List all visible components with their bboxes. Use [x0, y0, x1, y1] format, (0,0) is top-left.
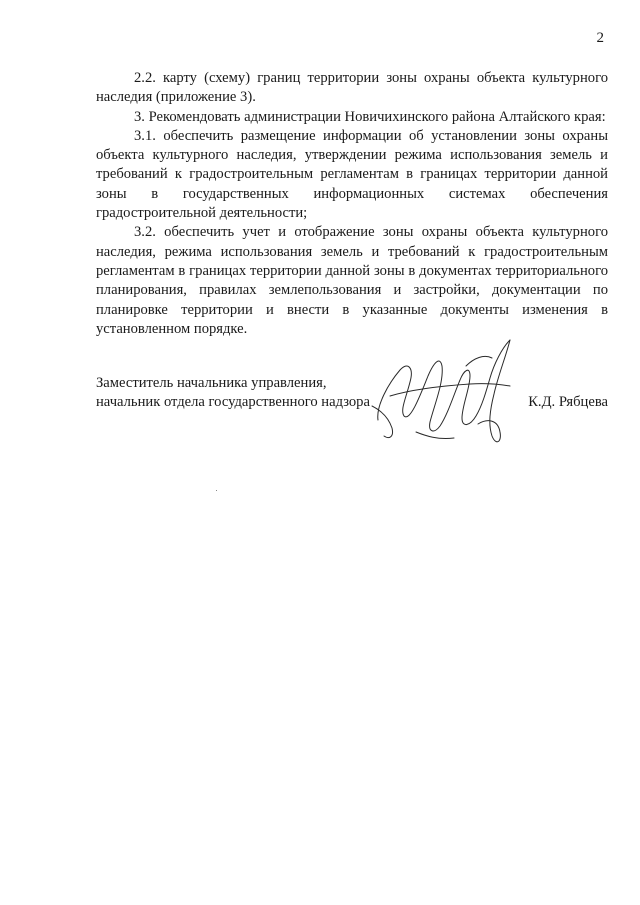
paragraph-3: 3. Рекомендовать администрации Новичихинского района Алтайского края:	[134, 108, 606, 125]
paragraph-2-2: 2.2. карту (схему) границ территории зоны охраны объекта культурного наследия (приложение 3).	[96, 70, 608, 106]
signer-position-line-1: Заместитель начальника управления,	[96, 375, 327, 391]
scan-speck	[216, 490, 217, 491]
document-body	[96, 69, 608, 339]
signature-block	[96, 374, 608, 413]
handwritten-signature	[370, 336, 530, 448]
paragraph-3-1: 3.1. обеспечить размещение информации об установлении зоны охраны объекта культурного наследия, утверждении режима использования земель и требований к градостроительным регламентам в границах территории данной зоны в государственных информационных системах обеспечения градостроительной деятельности;	[96, 127, 608, 222]
signer-name: К.Д. Рябцева	[528, 394, 608, 410]
paragraph-3-2: 3.2. обеспечить учет и отображение зоны охраны объекта культурного наследия, режима использования земель и требований к градостроительным регламентам в границах территории данной зоны в документах территориального планирования, правилах землепользования и застройки, документации по планировке территории и внести в указанные документы изменения в установленном порядке.	[96, 224, 608, 337]
signer-position-line-2: начальник отдела государственного надзора	[96, 394, 370, 411]
page-number: 2	[596, 30, 604, 46]
